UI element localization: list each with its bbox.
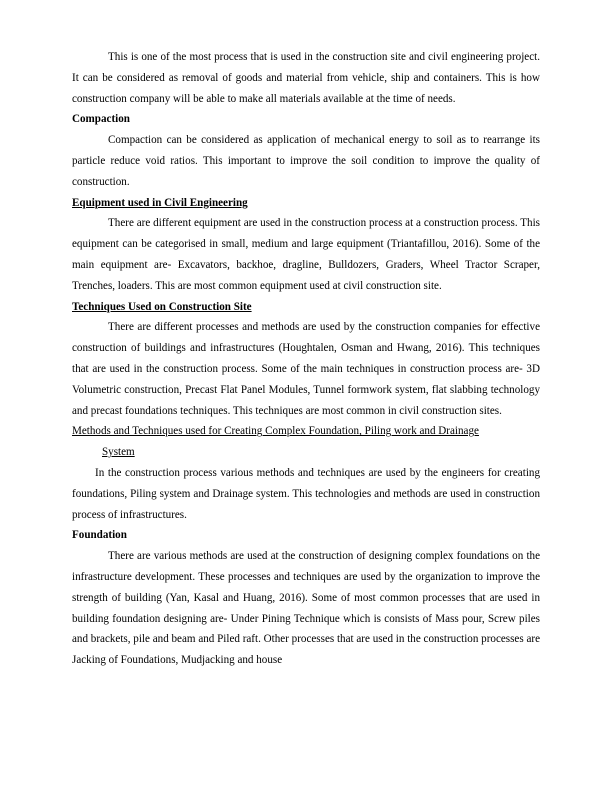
intro-paragraph: This is one of the most process that is used in the construction site and civil engineering project. It can be considered as removal of goods and material from vehicle, ship and containers. This is how construction company will be able to make all materials available at the time of needs. <box>72 51 540 105</box>
equipment-heading: Equipment used in Civil Engineering <box>72 196 248 209</box>
methods-heading-line2: System <box>102 446 135 459</box>
methods-paragraph: In the construction process various methods and techniques are used by the engineers for creating foundations, Piling system and Drainage system. This technologies and methods are used in construction process of infrastructures. <box>72 466 540 521</box>
methods-heading <box>72 421 540 463</box>
techniques-paragraph: There are different processes and methods are used by the construction companies for effective construction of buildings and infrastructures (Houghtalen, Osman and Hwang, 2016). This techniques that are used in the construction process. Some of the main techniques in construction process are- 3D Volumetric construction, Precast Flat Panel Modules, Tunnel formwork system, flat slabbing technology and precast foundations techniques. This techniques are most common in civil construction sites. <box>72 321 540 417</box>
document-page <box>72 47 540 671</box>
equipment-paragraph: There are different equipment are used in the construction process at a construction process. This equipment can be categorised in small, medium and large equipment (Triantafillou, 2016). Some of the main equipment are- Excavators, backhoe, dragline, Bulldozers, Graders, Wheel Tractor Scraper, Trenches, loaders. This are most common equipment used at civil construction site. <box>72 217 540 292</box>
foundation-heading: Foundation <box>72 529 127 542</box>
compaction-heading: Compaction <box>72 113 130 126</box>
techniques-heading: Techniques Used on Construction Site <box>72 300 252 313</box>
compaction-paragraph: Compaction can be considered as application of mechanical energy to soil as to rearrange its particle reduce void ratios. This important to improve the soil condition to improve the quality of construction. <box>72 134 540 188</box>
foundation-paragraph: There are various methods are used at the construction of designing complex foundations on the infrastructure development. These processes and techniques are used by the organization to improve the strength of building (Yan, Kasal and Huang, 2016). Some of most common processes that are used in building foundation designing are- Under Pining Technique which is consists of Mass pour, Screw piles and brackets, pile and beam and Piled raft. Other processes that are used in the construction processes are Jacking of Foundations, Mudjacking and house <box>72 550 540 667</box>
methods-heading-line1: Methods and Techniques used for Creating Complex Foundation, Piling work and Drainage <box>72 425 479 438</box>
